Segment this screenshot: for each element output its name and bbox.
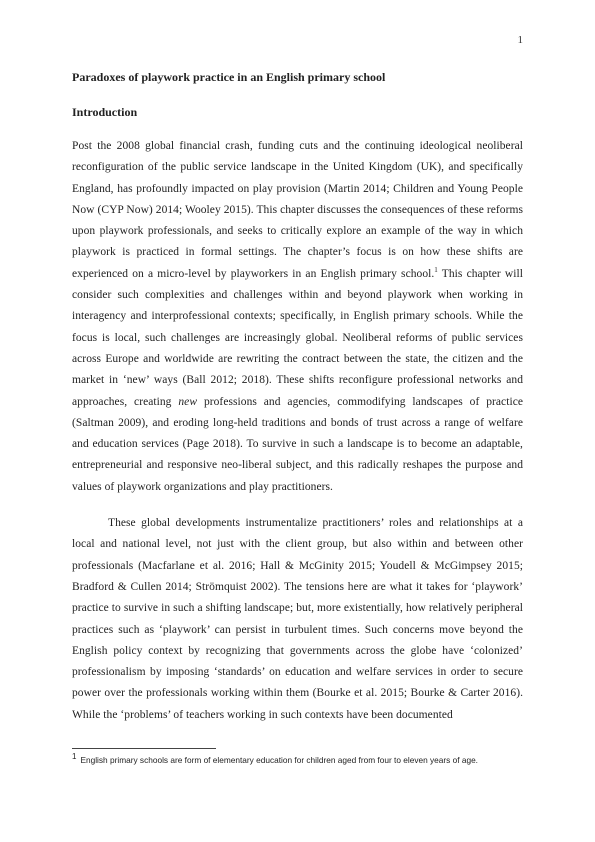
document-body [72, 68, 523, 726]
document-title: Paradoxes of playwork practice in an English primary school [72, 70, 386, 84]
footnote [72, 754, 532, 766]
paragraph-1-text-c: professions and agencies, commodifying landscapes of practice (Saltman 2009), and eroding long-held traditions and bonds of trust across a range of welfare and education services (Page 2018). To survive in such a landscape is to become an adaptable, entrepreneurial and responsive neo-liberal subject, and this radically reshapes the purpose and values of playwork organizations and play practitioners. [72, 395, 524, 493]
footnote-text: English primary schools are form of elementary education for children aged from four to eleven years of age. [80, 755, 478, 765]
footnote-divider [72, 748, 216, 749]
emphasis-new: new [178, 395, 198, 408]
footnote-mark: 1 [72, 752, 77, 762]
paragraph-1 [72, 136, 523, 498]
paragraph-1-text-b: This chapter will consider such complexities and challenges within and beyond playwork when working in interagency and interprofessional contexts; specifically, in English primary schools. While the focus is local, such challenges are increasingly global. Neoliberal reforms of public services across Europe and worldwide are rewriting the contract between the state, the citizen and the market in ‘new’ ways (Ball 2012; 2018). These shifts reconfigure professional networks and approaches, creating [72, 267, 523, 408]
paragraph-1-text-a: Post the 2008 global financial crash, funding cuts and the continuing ideological neoliberal reconfiguration of the public service landscape in the United Kingdom (UK), and specifically England, has profoundly impacted on play provision (Martin 2014; Children and Young People Now (CYP Now) 2014; Wooley 2015). This chapter discusses the consequences of these reforms upon playwork professionals, and seeks to critically explore an example of the way in which playwork is practiced in formal settings. The chapter’s focus is on how these shifts are experienced on a micro-level by playworkers in an English primary school. [72, 140, 523, 280]
page-number: 1 [517, 34, 523, 46]
footnote-reference[interactable]: 1 [434, 265, 438, 274]
paragraph-2: These global developments instrumentalize practitioners’ roles and relationships at a local and national level, not just with the client group, but also within and between other professionals (Macfarlane et al. 2016; Hall & McGinity 2015; Youdell & McGimpsey 2015; Bradford & Cullen 2014; Strömquist 2002). The tensions here are what it takes for ‘playwork’ practice to survive in such a shifting landscape; but, more existentially, how relatively peripheral practices such as ‘playwork’ can persist in turbulent times. Such concerns move beyond the English policy context by recognizing that governments across the globe have ‘colonized’ professionalism by imposing ‘standards’ on education and welfare services in order to secure power over the professionals working within them (Bourke et al. 2015; Bourke & Carter 2016). While the ‘problems’ of teachers working in such contexts have been documented [72, 517, 523, 721]
section-heading: Introduction [72, 105, 138, 119]
